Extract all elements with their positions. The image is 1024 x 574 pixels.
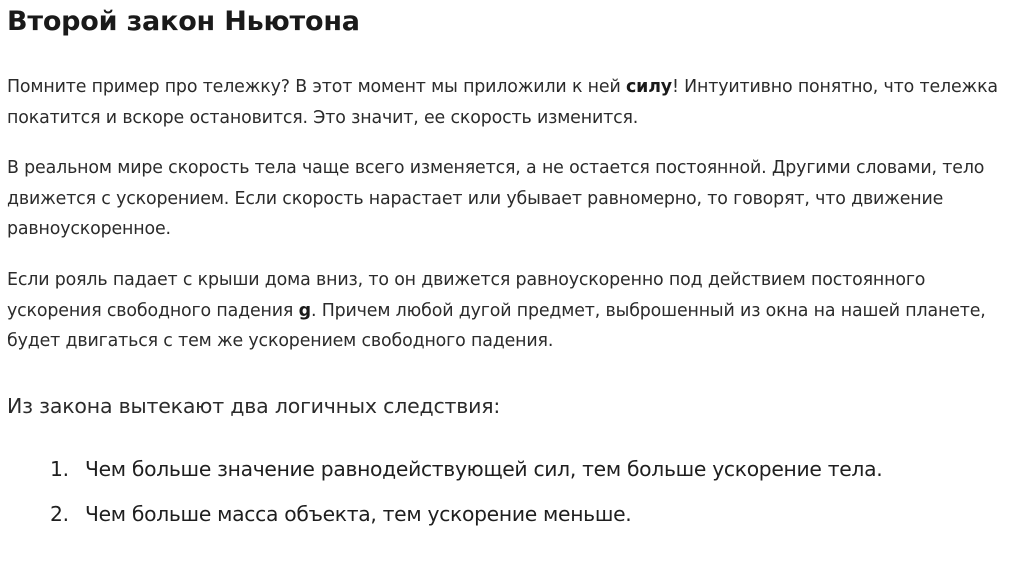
consequences-heading: Из закона вытекают два логичных следствия: (7, 394, 501, 418)
paragraph-text: Если рояль падает с крыши дома вниз, то он движется равноускоренно под действием постоянного ускорения свободного падения (7, 270, 926, 321)
page-title: Второй закон Ньютона (7, 6, 360, 37)
list-item-number: 2. (50, 502, 69, 526)
document-page (7, 0, 1007, 574)
bold-term-g: g (298, 300, 311, 321)
paragraph-text: ! Интуитивно понятно, что тележка покатится и вскоре остановится. Это значит, ее скорость изменится. (7, 77, 998, 128)
list-item-number: 1. (50, 457, 69, 481)
paragraph-acceleration: В реальном мире скорость тела чаще всего изменяется, а не остается постоянной. Другими словами, тело движется с ускорением. Если скорость нарастает или убывает равномерно, то говорят, что движение равноускоренное. (7, 158, 985, 239)
paragraph-cart-example (7, 72, 1002, 133)
paragraph-text: Помните пример про тележку? В этот момент мы приложили к ней (7, 77, 626, 97)
paragraph-text: . Причем любой дугой предмет, выброшенный из окна на нашей планете, будет двигаться с тем же ускорением свободного падения. (7, 300, 986, 351)
paragraph-free-fall (7, 265, 1002, 357)
bold-term-force: силу (626, 77, 672, 97)
list-item-text: Чем больше значение равнодействующей сил, тем больше ускорение тела. (85, 457, 883, 481)
list-item-text: Чем больше масса объекта, тем ускорение меньше. (85, 502, 632, 526)
